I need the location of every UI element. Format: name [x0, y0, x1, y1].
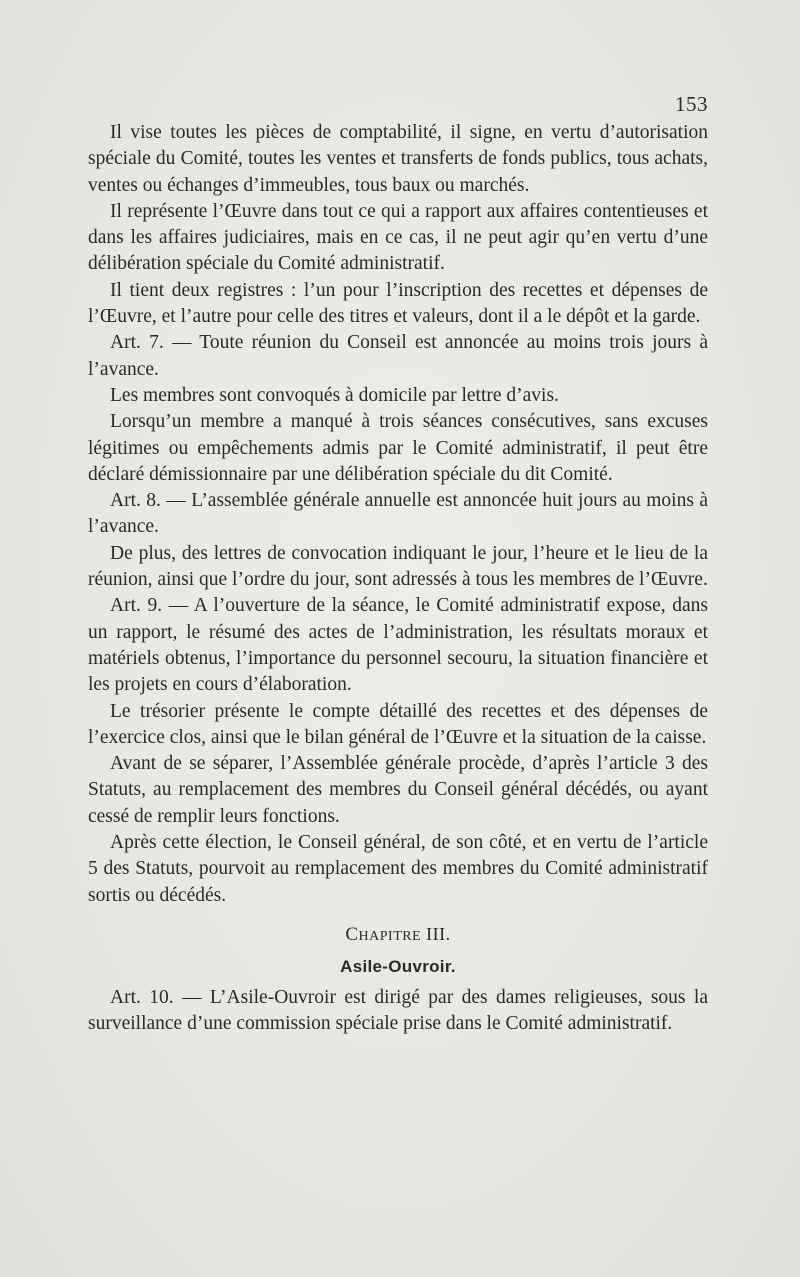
- chapter-title: [88, 921, 708, 950]
- page-body: [88, 120, 708, 1037]
- paragraph: Après cette élection, le Conseil général, de son côté, et en vertu de l’article 5 des Statuts, pourvoit au remplacement des membres du Comité administratif sortis ou décédés.: [88, 832, 708, 906]
- chapter-initial: C: [345, 923, 359, 945]
- paragraph: Il vise toutes les pièces de comptabilité, il signe, en vertu d’autorisation spéciale du Comité, toutes les ventes et transferts de fonds publics, tous achats, ventes ou échanges d’immeubles, tous baux ou marchés.: [88, 122, 708, 196]
- page-number: 153: [675, 92, 708, 116]
- paragraph-article-9: Art. 9. — A l’ouverture de la séance, le Comité administratif expose, dans un rapport, le résumé des actes de l’administration, les résultats moraux et matériels obtenus, l’importance du personnel secouru, la situation financière et les projets en cours d’élaboration.: [88, 595, 708, 696]
- chapter-word: HAPITRE: [358, 928, 422, 944]
- paragraph: Avant de se séparer, l’Assemblée générale procède, d’après l’article 3 des Statuts, au remplacement des membres du Conseil général décédés, ou ayant cessé de remplir leurs fonctions.: [88, 753, 708, 827]
- paragraph: Lorsqu’un membre a manqué à trois séances consécutives, sans excuses légitimes ou empêchements admis par le Comité administratif, il peut être déclaré démissionnaire par une délibération spéciale du dit Comité.: [88, 411, 708, 485]
- section-heading: Asile-Ouvroir.: [340, 957, 456, 977]
- paragraph-article-7: Art. 7. — Toute réunion du Conseil est annoncée au moins trois jours à l’avance.: [88, 332, 708, 380]
- paragraph: Il tient deux registres : l’un pour l’inscription des recettes et dépenses de l’Œuvre, et l’autre pour celle des titres et valeurs, dont il a le dépôt et la garde.: [88, 279, 708, 328]
- paragraph: Les membres sont convoqués à domicile par lettre d’avis.: [110, 384, 559, 406]
- paragraph-article-10: Art. 10. — L’Asile-Ouvroir est dirigé par des dames religieuses, sous la surveillance d’une commission spéciale prise dans le Comité administratif.: [88, 986, 708, 1034]
- paragraph: Le trésorier présente le compte détaillé des recettes et des dépenses de l’exercice clos, ainsi que le bilan général de l’Œuvre et la situation de la caisse.: [88, 700, 708, 748]
- chapter-numeral: III.: [426, 923, 451, 944]
- paragraph: Il représente l’Œuvre dans tout ce qui a rapport aux affaires contentieuses et dans les affaires judiciaires, mais en ce cas, il ne peut agir qu’en vertu d’une délibération spéciale du Comité administratif.: [88, 200, 708, 275]
- paragraph: De plus, des lettres de convocation indiquant le jour, l’heure et le lieu de la réunion, ainsi que l’ordre du jour, sont adressés à tous les membres de l’Œuvre.: [88, 542, 708, 591]
- paragraph-article-8: Art. 8. — L’assemblée générale annuelle est annoncée huit jours au moins à l’avance.: [88, 490, 708, 538]
